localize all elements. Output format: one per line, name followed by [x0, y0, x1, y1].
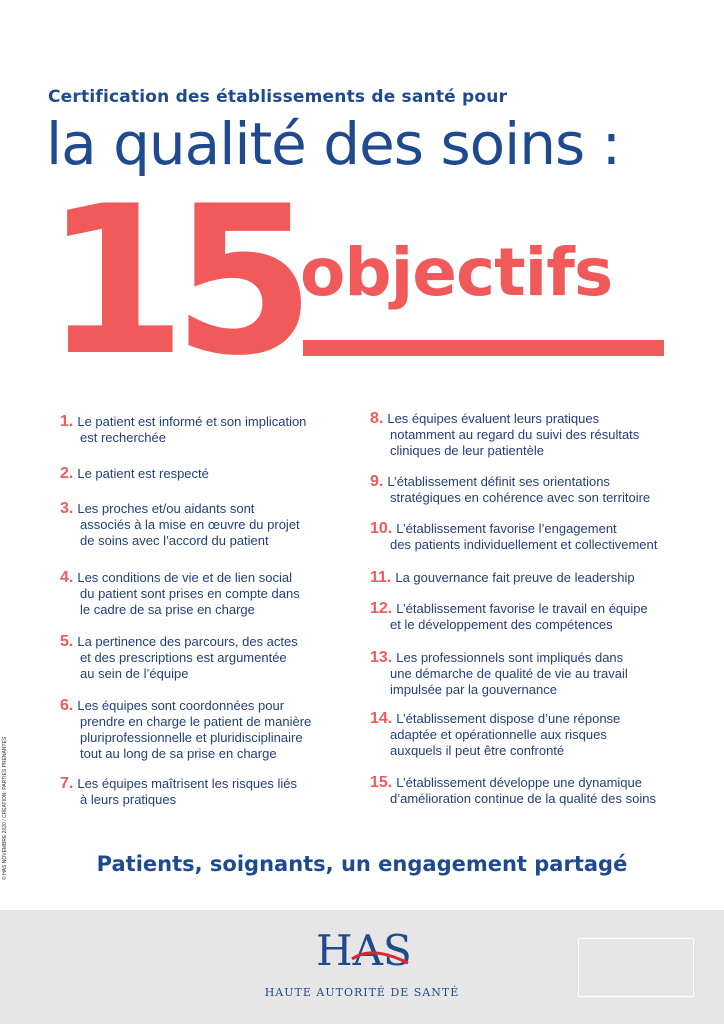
objective-number: 12. [370, 600, 393, 617]
objective-text: La gouvernance fait preuve de leadership [395, 570, 635, 585]
objective-text: L’établissement favorise le travail en équipe [396, 601, 648, 616]
objective-line [370, 711, 620, 727]
objective-item [370, 711, 620, 759]
objective-text: Les équipes sont coordonnées pour [77, 698, 285, 713]
objective-number: 1. [60, 413, 74, 430]
objective-number: 11. [370, 569, 392, 586]
objective-line [60, 792, 297, 808]
objective-number: 8. [370, 410, 384, 427]
objective-text: associés à la mise en œuvre du projet [80, 517, 300, 532]
objective-item [60, 776, 297, 808]
objective-line [370, 537, 657, 553]
objective-number: 10. [370, 520, 393, 537]
objective-text: L’établissement définit ses orientations [387, 474, 610, 489]
objective-line [370, 743, 620, 759]
objective-text: au sein de l’équipe [80, 666, 189, 681]
objective-text: adaptée et opérationnelle aux risques [390, 727, 607, 742]
objective-text: Les équipes maîtrisent les risques liés [77, 776, 298, 791]
objective-number: 15. [370, 774, 393, 791]
objective-text: une démarche de qualité de vie au travail [390, 666, 628, 681]
objective-line [370, 570, 635, 586]
objective-text: L’établissement favorise l’engagement [396, 521, 617, 536]
objective-line [370, 427, 639, 443]
objective-text: à leurs pratiques [80, 792, 177, 807]
objective-line [370, 521, 657, 537]
objective-number: 5. [60, 633, 74, 650]
objective-item [60, 698, 311, 762]
objective-text: prendre en charge le patient de manière [80, 714, 312, 729]
objective-line [60, 666, 298, 682]
objective-number: 13. [370, 649, 393, 666]
objective-number: 6. [60, 697, 74, 714]
objective-item [370, 650, 628, 698]
objective-item [370, 411, 639, 459]
objective-text: est recherchée [80, 430, 166, 445]
objective-line [60, 746, 311, 762]
objective-text: tout au long de sa prise en charge [80, 746, 277, 761]
objective-line [60, 602, 300, 618]
objective-number: 4. [60, 569, 74, 586]
objective-line [370, 490, 650, 506]
stamp-box [578, 938, 694, 997]
objective-text: Les proches et/ou aidants sont [77, 501, 255, 516]
objective-item [60, 414, 306, 446]
objective-text: et des prescriptions est argumentée [80, 650, 287, 665]
objectives-heading: objectifs [300, 234, 613, 311]
objective-text: du patient sont prises en compte dans [80, 586, 300, 601]
objective-item [370, 570, 635, 586]
objective-text: La pertinence des parcours, des actes [77, 634, 298, 649]
objective-line [60, 698, 311, 714]
objective-number: 14. [370, 710, 393, 727]
objectives-count: 15 [44, 163, 302, 401]
objective-line [60, 776, 297, 792]
objective-item [60, 466, 209, 482]
heading-underline [303, 340, 664, 356]
objective-text: auxquels il peut être confronté [390, 743, 565, 758]
objective-text: stratégiques en cohérence avec son territoire [390, 490, 651, 505]
objective-text: le cadre de sa prise en charge [80, 602, 255, 617]
objective-text: Le patient est respecté [77, 466, 209, 481]
objective-number: 9. [370, 473, 384, 490]
objective-text: Les professionnels sont impliqués dans [396, 650, 624, 665]
objective-line [60, 517, 300, 533]
objective-line [60, 730, 311, 746]
copyright-notice: © HAS NOVEMBRE 2020 / CRÉATION: PARTIES PRENANTES [2, 736, 8, 880]
objective-text: et le développement des compétences [390, 617, 613, 632]
objective-item [60, 634, 298, 682]
objective-text: pluriprofessionnelle et pluridisciplinaire [80, 730, 303, 745]
objective-line [60, 466, 209, 482]
objective-line [370, 791, 656, 807]
objective-number: 3. [60, 500, 74, 517]
objective-line [370, 617, 648, 633]
objective-line [370, 443, 639, 459]
objective-text: des patients individuellement et collectivement [390, 537, 658, 552]
objective-text: impulsée par la gouvernance [390, 682, 557, 697]
objective-line [60, 414, 306, 430]
objective-line [60, 714, 311, 730]
objective-item [60, 501, 300, 549]
objective-line [60, 634, 298, 650]
objective-line [60, 586, 300, 602]
objective-line [60, 501, 300, 517]
objective-text: L’établissement développe une dynamique [396, 775, 642, 790]
objective-text: cliniques de leur patientèle [390, 443, 544, 458]
logo-subtitle: HAUTE AUTORITÉ DE SANTÉ [264, 986, 460, 999]
objective-line [370, 682, 628, 698]
tagline: Patients, soignants, un engagement partagé [96, 852, 628, 876]
objective-line [370, 727, 620, 743]
objective-item [60, 570, 300, 618]
objective-line [370, 411, 639, 427]
objective-line [370, 650, 628, 666]
objective-text: de soins avec l’accord du patient [80, 533, 269, 548]
objective-line [370, 666, 628, 682]
objective-text: notamment au regard du suivi des résultats [390, 427, 640, 442]
objective-line [370, 474, 650, 490]
poster-title: la qualité des soins : [46, 110, 621, 178]
objective-line [60, 650, 298, 666]
objective-text: d’amélioration continue de la qualité des soins [390, 791, 656, 806]
objective-number: 2. [60, 465, 74, 482]
objective-item [370, 521, 657, 553]
objective-text: Les équipes évaluent leurs pratiques [387, 411, 600, 426]
poster-subtitle: Certification des établissements de santé pour [48, 87, 508, 107]
objective-number: 7. [60, 775, 74, 792]
objective-line [370, 601, 648, 617]
objective-item [370, 601, 648, 633]
objective-item [370, 775, 656, 807]
objective-text: Les conditions de vie et de lien social [77, 570, 292, 585]
objective-item [370, 474, 650, 506]
has-logo-text: HAS [316, 929, 412, 975]
objective-line [370, 775, 656, 791]
objective-line [60, 430, 306, 446]
objective-text: Le patient est informé et son implication [77, 414, 307, 429]
has-logo [316, 929, 412, 977]
objective-text: L’établissement dispose d’une réponse [396, 711, 621, 726]
objective-line [60, 533, 300, 549]
objective-line [60, 570, 300, 586]
